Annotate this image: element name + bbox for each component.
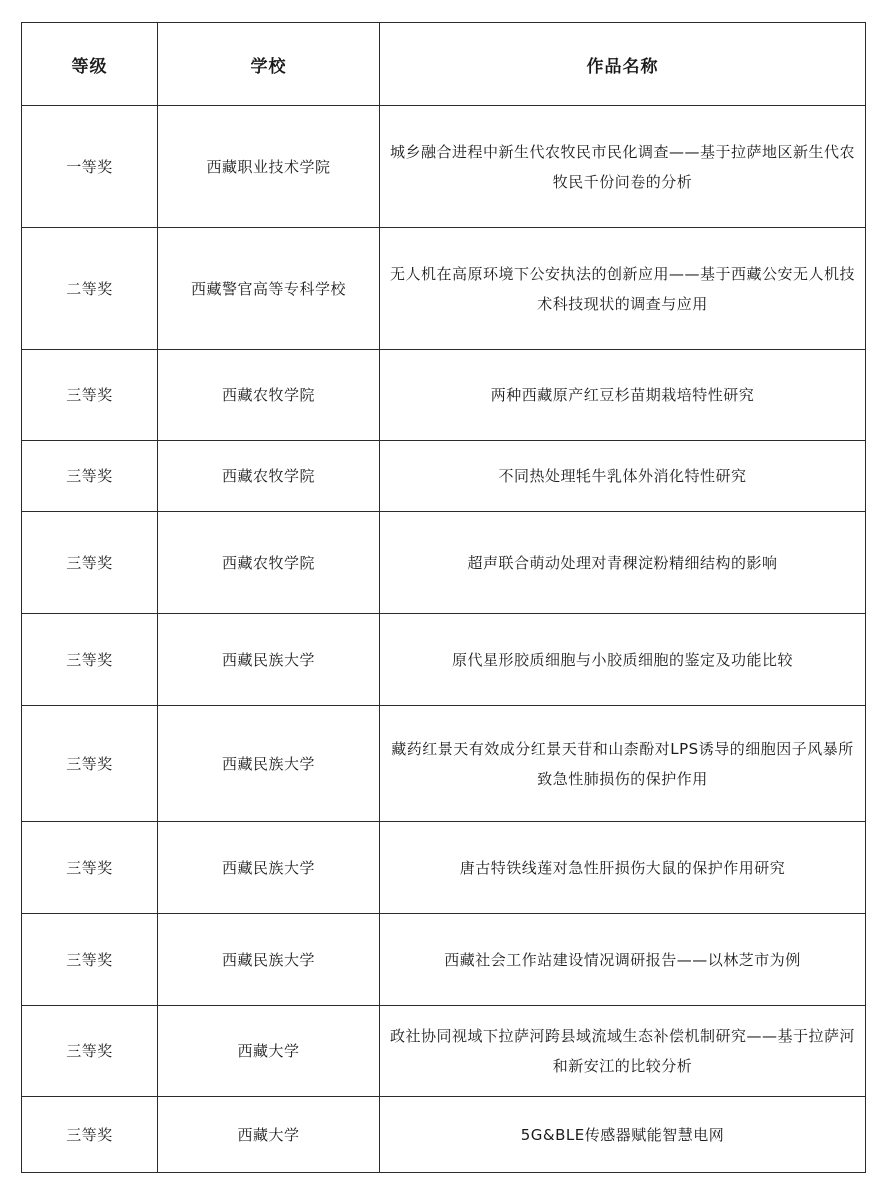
cell-school: 西藏农牧学院 [158, 350, 380, 441]
cell-school: 西藏农牧学院 [158, 512, 380, 614]
cell-school: 西藏民族大学 [158, 822, 380, 914]
cell-level: 三等奖 [22, 441, 158, 512]
awards-table [21, 22, 866, 1173]
cell-school: 西藏大学 [158, 1097, 380, 1173]
cell-work: 藏药红景天有效成分红景天苷和山柰酚对LPS诱导的细胞因子风暴所致急性肺损伤的保护作用 [380, 706, 866, 822]
table-row [22, 706, 866, 822]
cell-work: 原代星形胶质细胞与小胶质细胞的鉴定及功能比较 [380, 614, 866, 706]
table-header [22, 23, 866, 106]
cell-school: 西藏民族大学 [158, 614, 380, 706]
cell-level: 一等奖 [22, 106, 158, 228]
cell-school: 西藏农牧学院 [158, 441, 380, 512]
cell-school: 西藏大学 [158, 1006, 380, 1097]
table-body [22, 106, 866, 1173]
cell-work: 西藏社会工作站建设情况调研报告——以林芝市为例 [380, 914, 866, 1006]
cell-work: 超声联合萌动处理对青稞淀粉精细结构的影响 [380, 512, 866, 614]
cell-work: 城乡融合进程中新生代农牧民市民化调查——基于拉萨地区新生代农牧民千份问卷的分析 [380, 106, 866, 228]
table-row [22, 350, 866, 441]
cell-work: 唐古特铁线莲对急性肝损伤大鼠的保护作用研究 [380, 822, 866, 914]
table-row [22, 441, 866, 512]
cell-work: 政社协同视域下拉萨河跨县域流域生态补偿机制研究——基于拉萨河和新安江的比较分析 [380, 1006, 866, 1097]
cell-school: 西藏民族大学 [158, 914, 380, 1006]
table-row [22, 1097, 866, 1173]
cell-level: 三等奖 [22, 706, 158, 822]
cell-work: 无人机在高原环境下公安执法的创新应用——基于西藏公安无人机技术科技现状的调查与应用 [380, 228, 866, 350]
table-row [22, 512, 866, 614]
cell-work: 5G&BLE传感器赋能智慧电网 [380, 1097, 866, 1173]
cell-level: 三等奖 [22, 350, 158, 441]
cell-school: 西藏职业技术学院 [158, 106, 380, 228]
cell-level: 三等奖 [22, 914, 158, 1006]
table-row [22, 914, 866, 1006]
table-row [22, 614, 866, 706]
cell-level: 二等奖 [22, 228, 158, 350]
cell-level: 三等奖 [22, 614, 158, 706]
cell-level: 三等奖 [22, 512, 158, 614]
header-row [22, 23, 866, 106]
cell-work: 两种西藏原产红豆杉苗期栽培特性研究 [380, 350, 866, 441]
cell-level: 三等奖 [22, 1097, 158, 1173]
table-row [22, 106, 866, 228]
header-work: 作品名称 [380, 23, 866, 106]
cell-level: 三等奖 [22, 822, 158, 914]
cell-level: 三等奖 [22, 1006, 158, 1097]
cell-school: 西藏警官高等专科学校 [158, 228, 380, 350]
table-row [22, 228, 866, 350]
cell-school: 西藏民族大学 [158, 706, 380, 822]
header-level: 等级 [22, 23, 158, 106]
cell-work: 不同热处理牦牛乳体外消化特性研究 [380, 441, 866, 512]
table-row [22, 822, 866, 914]
header-school: 学校 [158, 23, 380, 106]
table-row [22, 1006, 866, 1097]
